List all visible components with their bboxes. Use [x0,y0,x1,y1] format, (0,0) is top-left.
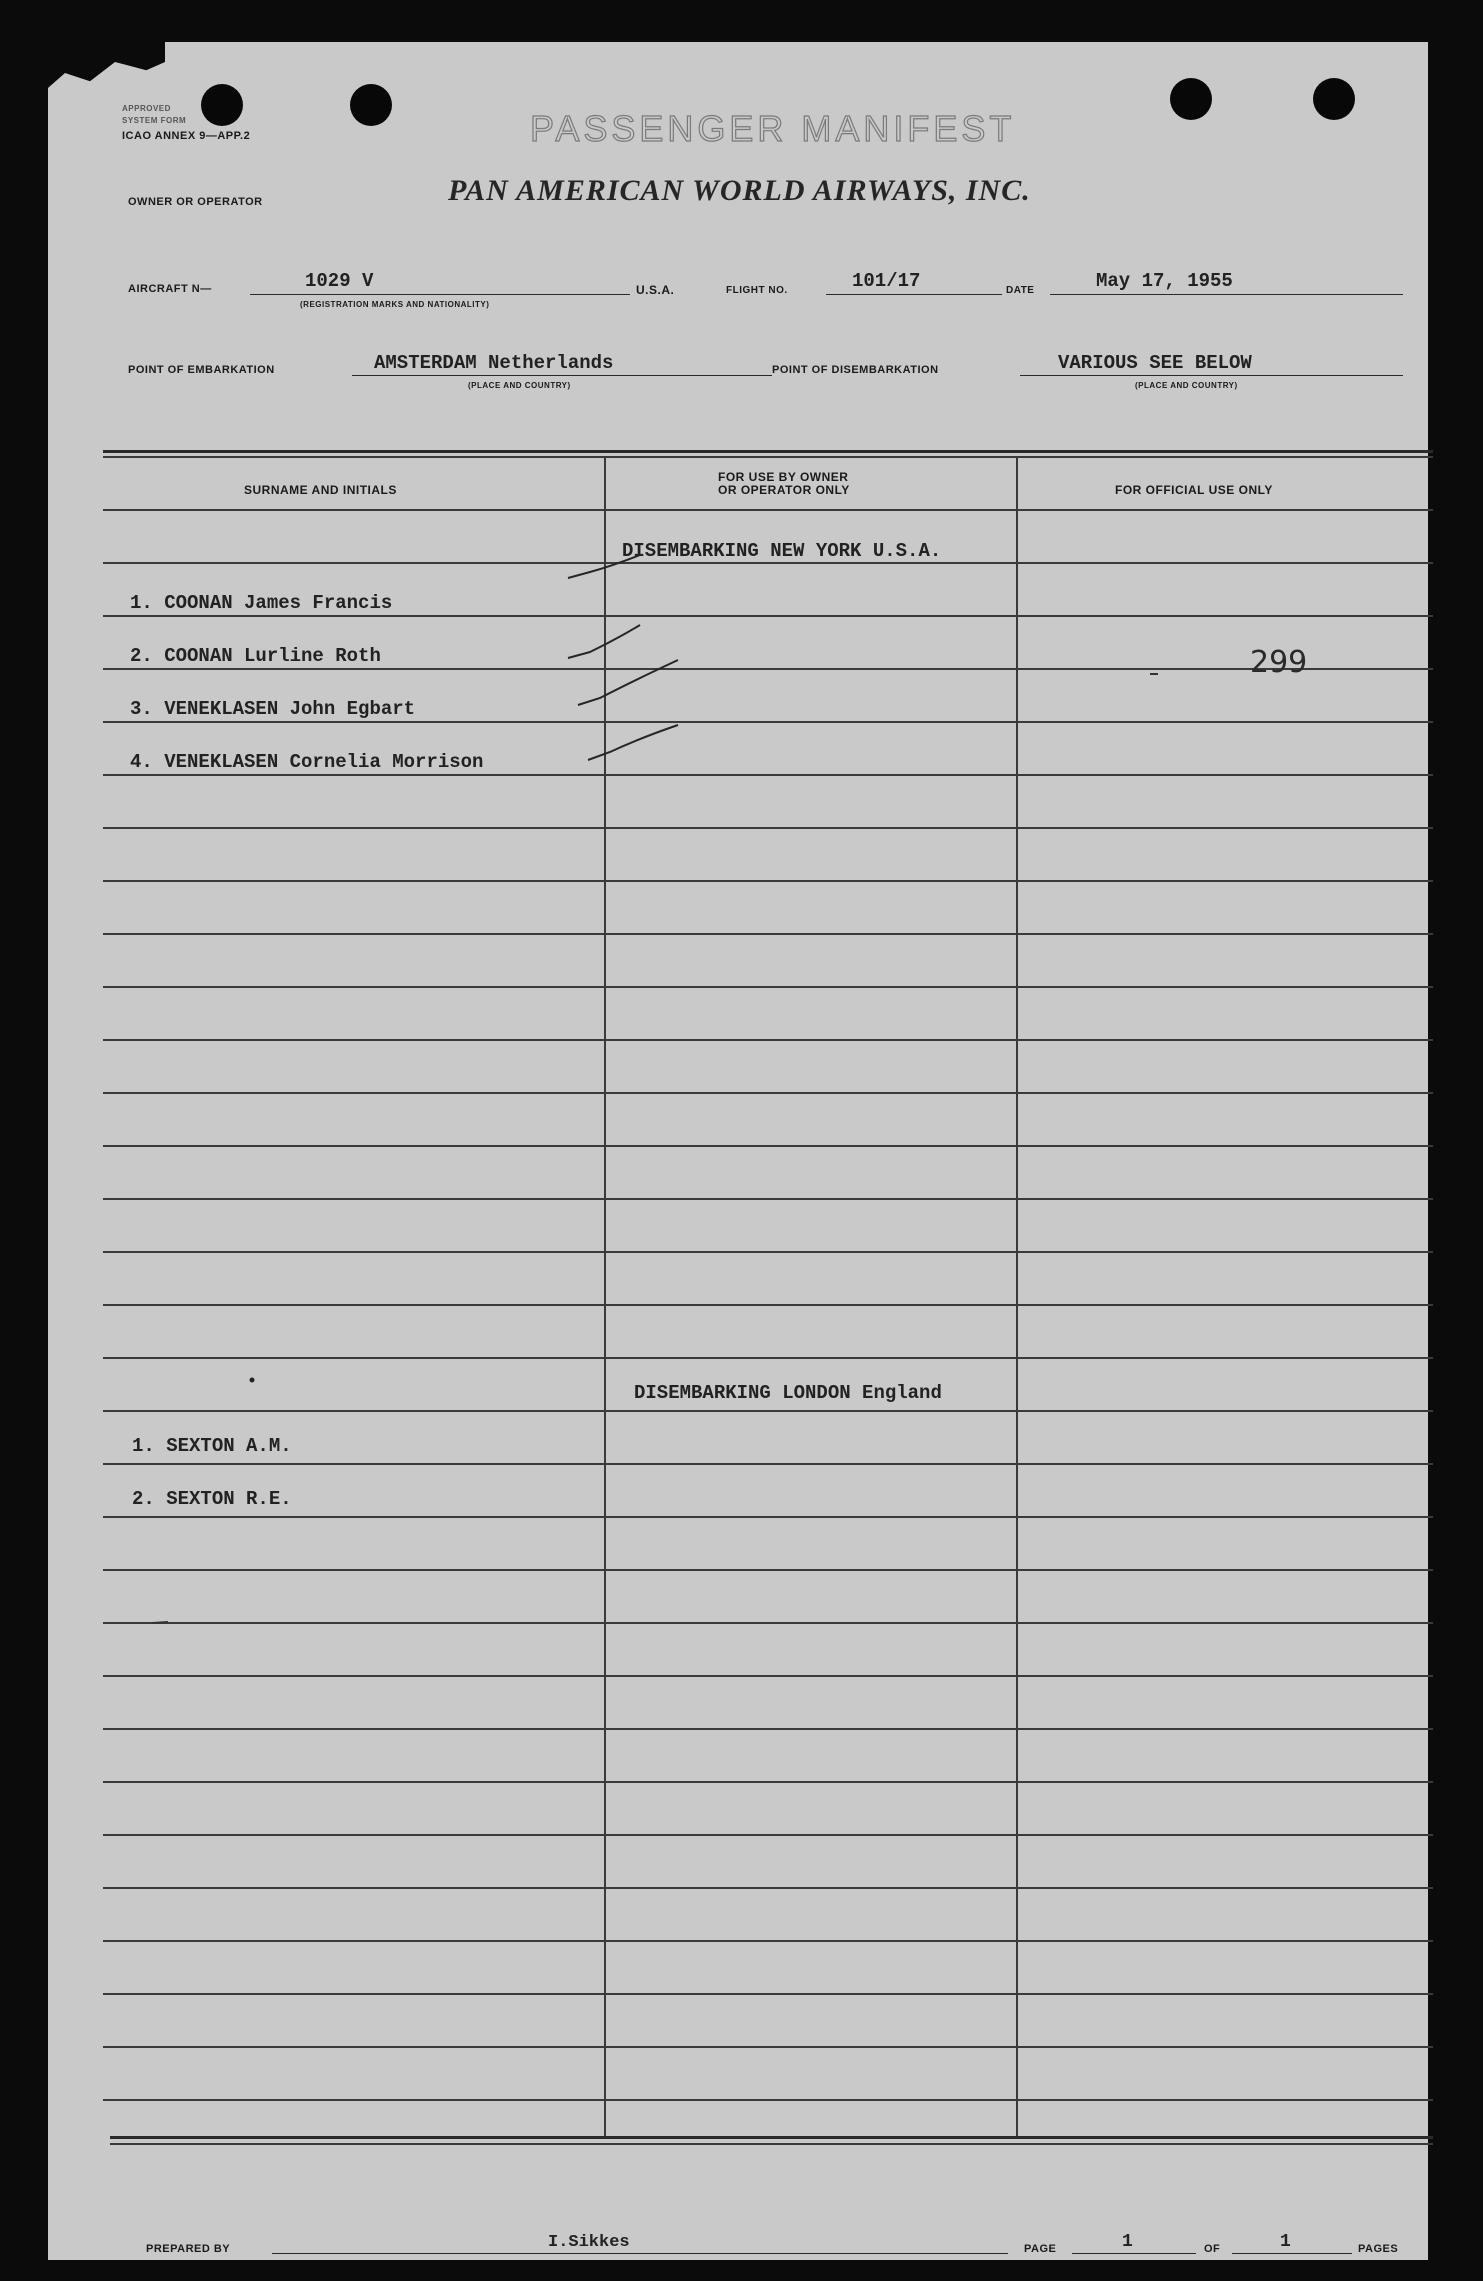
check-mark-icon [568,625,640,658]
prepared-underline [272,2253,1008,2254]
page-label: PAGE [1024,2243,1057,2255]
disembark-label: POINT OF DISEMBARKATION [772,364,939,376]
group-heading-london: DISEMBARKING LONDON England [634,1382,942,1404]
aircraft-sublabel: (REGISTRATION MARKS AND NATIONALITY) [300,300,490,309]
owner-label: OWNER OR OPERATOR [128,196,263,208]
page-value: 1 [1122,2232,1133,2252]
embark-value: AMSTERDAM Netherlands [374,352,614,374]
form-ref-line3: ICAO ANNEX 9—APP.2 [122,130,251,142]
aircraft-value: 1029 V [305,270,374,292]
prepared-value: I.Sikkes [548,2233,630,2252]
owner-value: PAN AMERICAN WORLD AIRWAYS, INC. [448,174,1031,207]
disembark-value: VARIOUS SEE BELOW [1058,352,1252,374]
embark-sublabel: (PLACE AND COUNTRY) [468,381,571,390]
form-ref-line2: SYSTEM FORM [122,116,187,125]
check-mark-icon [588,725,678,760]
prepared-label: PREPARED BY [146,2243,231,2255]
passenger-row: 4. VENEKLASEN Cornelia Morrison [130,751,484,773]
of-label: OF [1204,2243,1221,2255]
flight-label: FLIGHT NO. [726,285,788,296]
aircraft-label: AIRCRAFT N— [128,283,212,295]
passenger-row: 3. VENEKLASEN John Egbart [130,698,416,720]
column-header-owner-line2: OR OPERATOR ONLY [718,483,850,497]
flight-value: 101/17 [852,270,921,292]
check-mark-icon [568,555,640,578]
column-header-official: FOR OFFICIAL USE ONLY [1115,483,1273,497]
ink-dash [152,1622,168,1623]
form-ref-line1: APPROVED [122,104,171,113]
page-underline [1072,2253,1196,2254]
check-mark-icon [578,660,678,705]
passenger-row: 2. SEXTON R.E. [132,1488,292,1510]
column-header-owner-line1: FOR USE BY OWNER [718,470,849,484]
ink-dot [250,1378,255,1383]
page-title: PASSENGER MANIFEST [530,108,1016,149]
official-handwritten-number: 299 [1250,645,1308,680]
disembark-sublabel: (PLACE AND COUNTRY) [1135,381,1238,390]
passenger-row: 1. COONAN James Francis [130,592,393,614]
of-value: 1 [1280,2232,1291,2252]
of-underline [1232,2253,1352,2254]
usa-label: U.S.A. [636,283,675,297]
pages-label: PAGES [1358,2243,1399,2255]
column-header-surname: SURNAME AND INITIALS [244,483,397,497]
passenger-row: 1. SEXTON A.M. [132,1435,292,1457]
embark-label: POINT OF EMBARKATION [128,364,275,376]
group-heading-new-york: DISEMBARKING NEW YORK U.S.A. [622,540,942,562]
passenger-row: 2. COONAN Lurline Roth [130,645,381,667]
date-value: May 17, 1955 [1096,270,1233,292]
date-label: DATE [1006,285,1035,296]
